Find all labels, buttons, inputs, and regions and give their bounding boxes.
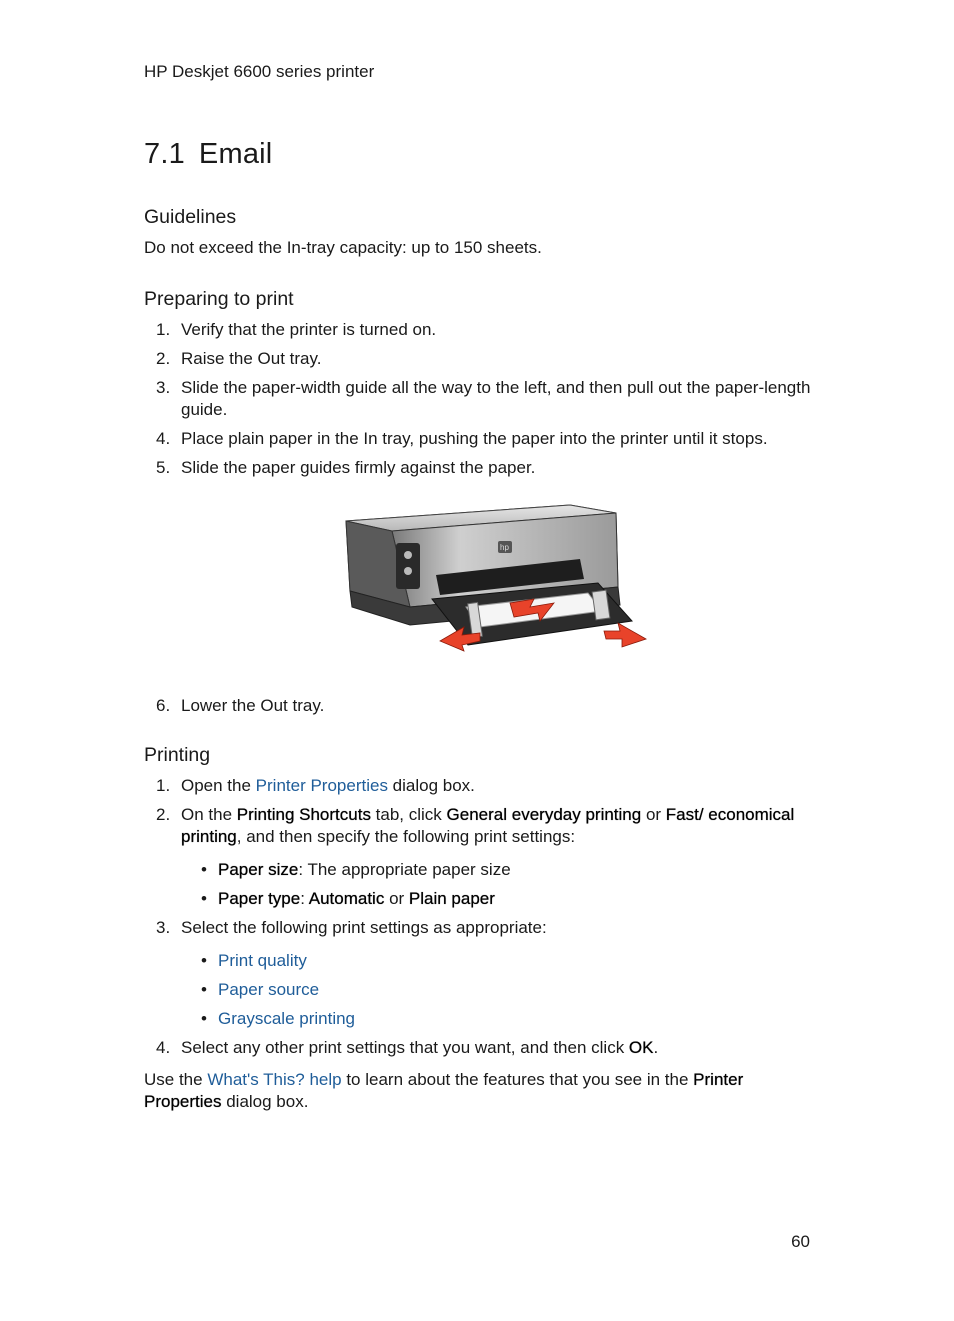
list-item xyxy=(144,695,824,717)
print-settings-bullets xyxy=(144,859,824,910)
bullet-icon: • xyxy=(201,889,207,908)
step-number: 2. xyxy=(156,805,171,824)
ui-term: Plain paper xyxy=(408,889,495,908)
whats-this-paragraph xyxy=(144,1069,824,1113)
list-item xyxy=(144,917,824,939)
paragraph-text: dialog box. xyxy=(221,1092,309,1111)
bullet-icon: • xyxy=(201,1009,207,1028)
paper-source-link[interactable]: Paper source xyxy=(218,980,320,999)
section-number: 7.1 xyxy=(144,138,185,170)
step-number: 3. xyxy=(156,918,171,937)
list-item xyxy=(144,1008,824,1030)
step-text: tab, click xyxy=(370,805,447,824)
ui-term: Automatic xyxy=(308,889,385,908)
printing-heading: Printing xyxy=(144,744,211,766)
step-number: 4. xyxy=(156,429,171,448)
step-text: Lower the Out tray. xyxy=(181,696,325,715)
guidelines-text: Do not exceed the In-tray capacity: up to 150 sheets. xyxy=(144,238,542,257)
ui-term: Paper type xyxy=(218,889,301,908)
step-text: Raise the Out tray. xyxy=(181,349,322,368)
bullet-icon: • xyxy=(201,980,207,999)
bullet-text: : xyxy=(300,889,309,908)
list-item xyxy=(144,1037,824,1059)
step-text: Place plain paper in the In tray, pushing the paper into the printer until it stops. xyxy=(181,429,768,448)
optional-settings-bullets xyxy=(144,950,824,1030)
step-text: dialog box. xyxy=(387,776,475,795)
list-item xyxy=(144,457,824,479)
step-number: 1. xyxy=(156,776,171,795)
list-item xyxy=(144,348,824,370)
step-number: 4. xyxy=(156,1038,171,1057)
list-item xyxy=(144,804,824,848)
list-item xyxy=(144,888,824,910)
list-item xyxy=(144,377,824,421)
bullet-icon: • xyxy=(201,860,207,879)
ui-term: Fast/ economical printing xyxy=(181,805,795,846)
paragraph-text: Use the xyxy=(144,1070,208,1089)
step-text: Slide the paper guides firmly against the paper. xyxy=(181,458,536,477)
step-text: Verify that the printer is turned on. xyxy=(181,320,437,339)
step-text: Select the following print settings as appropriate: xyxy=(181,918,547,937)
page-title xyxy=(144,138,272,171)
page-number: 60 xyxy=(791,1232,810,1251)
printer-properties-link[interactable]: Printer Properties xyxy=(255,776,388,795)
step-text: . xyxy=(653,1038,659,1057)
step-text: Slide the paper-width guide all the way to the left, and then pull out the paper-length guide. xyxy=(181,378,811,419)
printer-figure xyxy=(144,499,824,679)
step-text: Select any other print settings that you want, and then click xyxy=(181,1038,629,1057)
document-body xyxy=(144,204,824,1113)
list-item xyxy=(144,859,824,881)
printing-steps xyxy=(144,775,824,848)
step-number: 1. xyxy=(156,320,171,339)
step-text: or xyxy=(641,805,666,824)
hp-logo: hp xyxy=(500,543,509,552)
printing-steps-final xyxy=(144,1037,824,1059)
ui-term: General everyday printing xyxy=(446,805,642,824)
print-quality-link[interactable]: Print quality xyxy=(218,951,307,970)
printer-illustration-icon xyxy=(340,499,652,657)
printing-steps-continued xyxy=(144,917,824,939)
ui-term: Printer Properties xyxy=(144,1070,744,1111)
list-item xyxy=(144,775,824,797)
preparing-steps-continued xyxy=(144,695,824,717)
step-text: , and then specify the following print settings: xyxy=(236,827,576,846)
list-item xyxy=(144,319,824,341)
step-text: Open the xyxy=(181,776,256,795)
ui-term: Paper size xyxy=(218,860,299,879)
bullet-text: or xyxy=(384,889,409,908)
whats-this-help-link[interactable]: What's This? help xyxy=(207,1070,342,1089)
step-number: 3. xyxy=(156,378,171,397)
guidelines-heading: Guidelines xyxy=(144,206,237,228)
bullet-text: : The appropriate paper size xyxy=(298,860,511,879)
preparing-heading: Preparing to print xyxy=(144,288,294,310)
bullet-icon: • xyxy=(201,951,207,970)
preparing-steps xyxy=(144,319,824,479)
list-item xyxy=(144,950,824,972)
grayscale-printing-link[interactable]: Grayscale printing xyxy=(218,1009,356,1028)
step-number: 6. xyxy=(156,696,171,715)
section-title: Email xyxy=(198,138,273,170)
list-item xyxy=(144,979,824,1001)
step-number: 5. xyxy=(156,458,171,477)
running-header: HP Deskjet 6600 series printer xyxy=(144,62,375,81)
ui-term: OK xyxy=(628,1038,654,1057)
step-text: On the xyxy=(181,805,237,824)
list-item xyxy=(144,428,824,450)
paragraph-text: to learn about the features that you see in the xyxy=(341,1070,694,1089)
ui-term: Printing Shortcuts xyxy=(236,805,371,824)
step-number: 2. xyxy=(156,349,171,368)
